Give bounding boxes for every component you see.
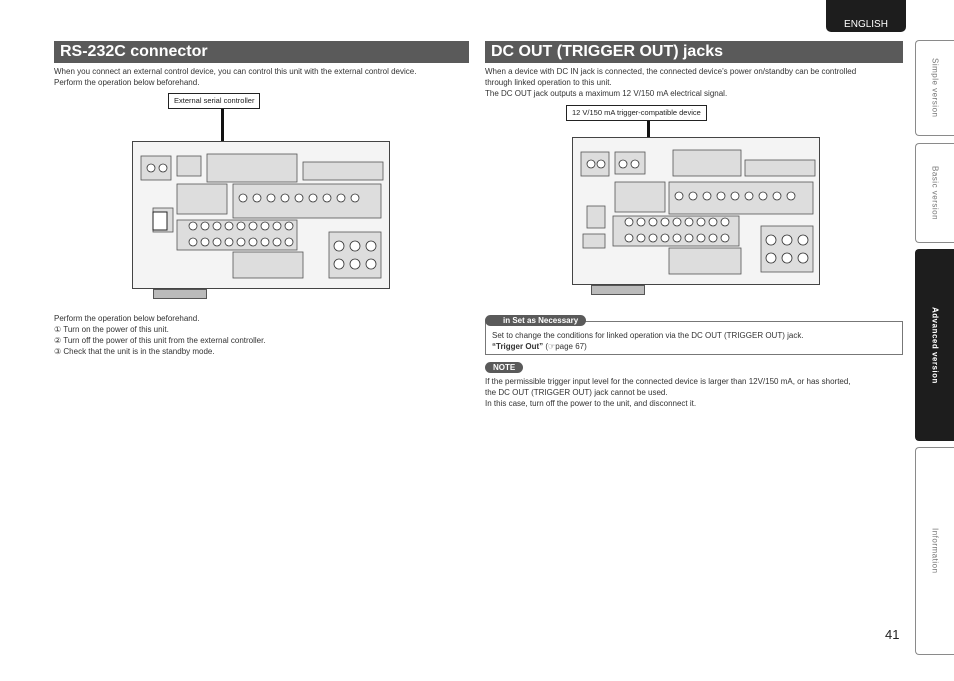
trigger-out-ref: “Trigger Out” <box>492 342 544 351</box>
rear-panel-diagram-right <box>572 137 820 285</box>
trigger-device-callout: 12 V/150 mA trigger-compatible device <box>566 105 707 121</box>
language-tab <box>826 0 906 32</box>
side-tab-information[interactable] <box>915 447 954 655</box>
step-item: ① Turn on the power of this unit. <box>54 325 169 334</box>
page-number: 41 <box>885 627 900 642</box>
rs232c-heading: RS-232C connector <box>54 41 469 63</box>
rear-panel-diagram <box>132 141 390 289</box>
note-line: If the permissible trigger input level for the connected device is larger than 12V/150 mA, or has shorted, <box>485 377 851 386</box>
step-item: ③ Check that the unit is in the standby mode. <box>54 347 215 356</box>
set-reference <box>492 341 897 352</box>
steps-intro: Perform the operation below beforehand. <box>54 314 200 323</box>
page-ref-icon: (☞ <box>545 342 556 351</box>
note-line: the DC OUT (TRIGGER OUT) jack cannot be used. <box>485 388 668 397</box>
note-text <box>485 376 903 409</box>
note-badge: NOTE <box>485 362 523 373</box>
intro-line: through linked operation to this unit. <box>485 78 612 87</box>
language-label: ENGLISH <box>844 19 888 30</box>
intro-line: Perform the operation below beforehand. <box>54 78 200 87</box>
panel-foot <box>153 289 207 299</box>
rear-panel-jacks <box>133 142 388 287</box>
set-as-necessary-label: in Set as Necessary <box>485 315 586 326</box>
steps-list <box>54 313 454 357</box>
dc-out-heading: DC OUT (TRIGGER OUT) jacks <box>485 41 903 63</box>
side-tab-label: Basic version <box>930 165 940 221</box>
side-tab-advanced-version[interactable] <box>915 249 954 441</box>
step-item: ② Turn off the power of this unit from the external controller. <box>54 336 266 345</box>
page-ref: page 67) <box>555 342 587 351</box>
panel-foot <box>591 285 645 295</box>
note-line: In this case, turn off the power to the unit, and disconnect it. <box>485 399 697 408</box>
side-tab-label: Information <box>930 528 940 574</box>
intro-line: When you connect an external control device, you can control this unit with the external control device. <box>54 67 417 76</box>
intro-line: The DC OUT jack outputs a maximum 12 V/150 mA electrical signal. <box>485 89 728 98</box>
rear-panel-jacks <box>573 138 818 283</box>
side-tab-label: Advanced version <box>930 306 940 384</box>
set-as-necessary-box <box>485 321 903 355</box>
side-tab-basic-version[interactable] <box>915 143 954 243</box>
rs232c-intro <box>54 66 470 88</box>
dc-out-intro <box>485 66 903 99</box>
side-tab-simple-version[interactable] <box>915 40 954 136</box>
set-text: Set to change the conditions for linked operation via the DC OUT (TRIGGER OUT) jack. <box>492 331 804 340</box>
external-controller-callout: External serial controller <box>168 93 260 109</box>
set-text-block <box>492 330 897 352</box>
side-tab-label: Simple version <box>930 58 940 118</box>
intro-line: When a device with DC IN jack is connected, the connected device’s power on/standby can be controlled <box>485 67 857 76</box>
